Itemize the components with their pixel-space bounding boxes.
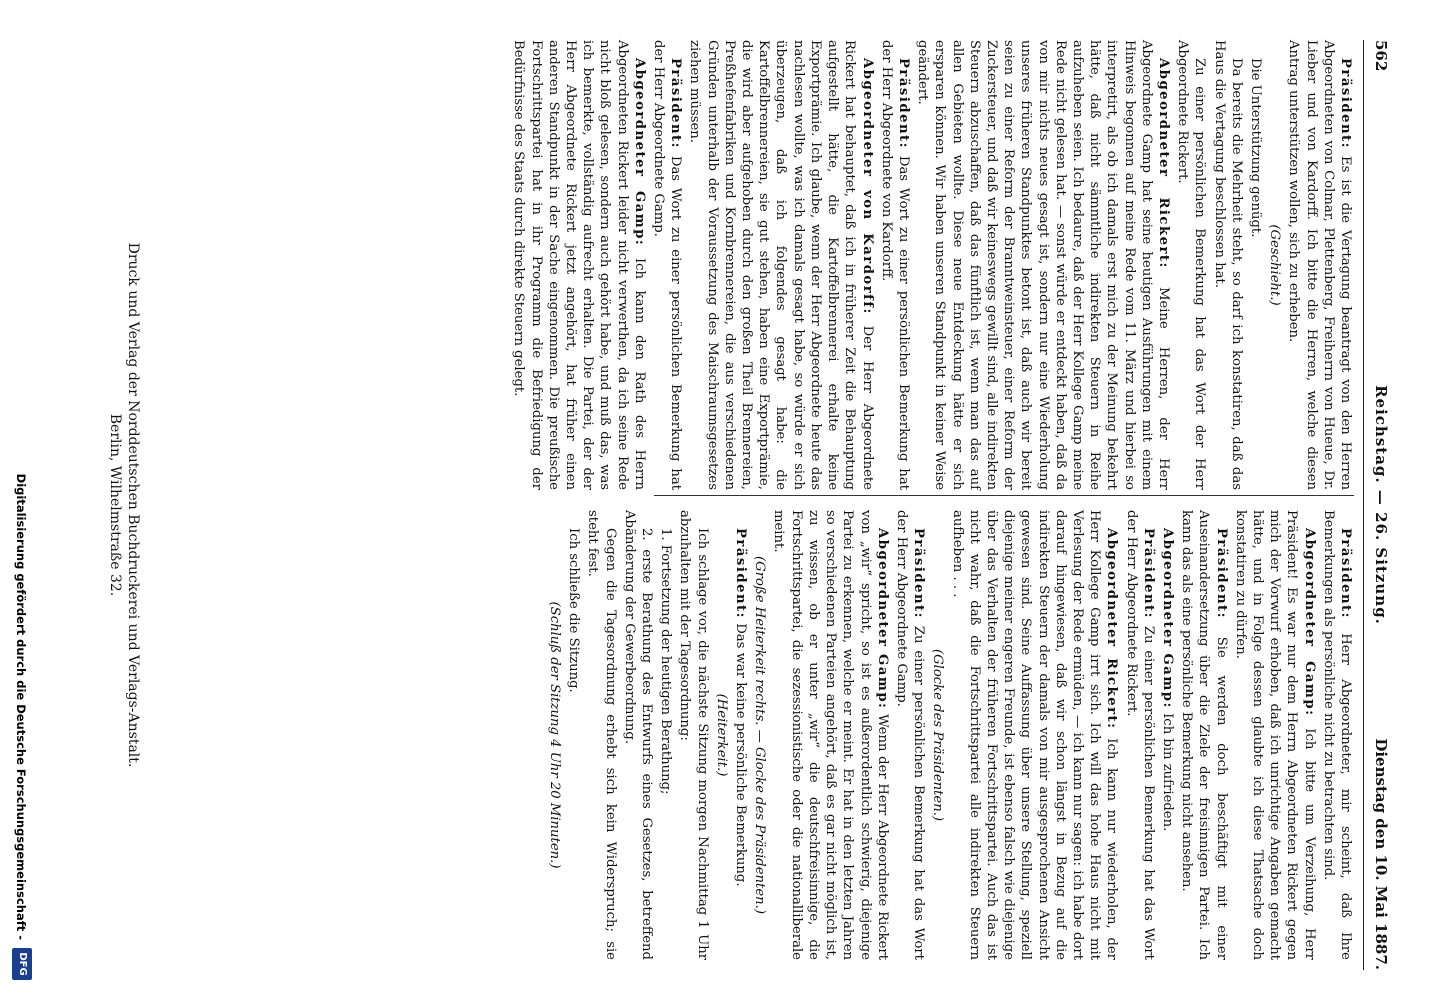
speech-paragraph xyxy=(686,40,875,490)
digitization-note: Digitalisierung gefördert durch die Deutsche Forschungsgemeinschaft - xyxy=(14,473,28,940)
stage-direction xyxy=(929,510,946,960)
text-paragraph: Gegen die Tagesordnung erhebt sich kein Widerspruch; sie steht fest. xyxy=(585,510,618,960)
speaker-name: Präsident: xyxy=(895,58,911,150)
imprint-line-1: Druck und Verlag der Norddeutschen Buchdruckerei und Verlags-Anstalt. xyxy=(125,242,141,768)
stage-direction xyxy=(751,510,768,960)
speech-paragraph xyxy=(1320,510,1354,960)
stage-direction-text: (Glocke des Präsidenten.) xyxy=(930,648,946,822)
text-paragraph: Da bereits die Mehrheit steht, so darf ich konstatiren, daß das Haus die Vertagung beschlossen hat. xyxy=(1211,40,1244,490)
text-paragraph: Ich schlage vor, die nächste Sitzung morgen Nachmittag 1 Uhr abzuhalten mit der Tagesordnung: xyxy=(677,510,710,960)
speaker-name: Abgeordneter von Kardorff: xyxy=(859,58,875,315)
speech-text: Ich kann den Rath des Herrn Abgeordneten Rickert leider nicht verwerthen, da ich seine Rede nicht bloß gelesen, sondern auch gehört habe, und muß das, was ich bemerkte, vollständig aufrecht erhalten. Die Partei, der der Herr Abgeordnete Rickert jetzt angehört, hat früher einen anderen Standpunkt in der Sache eingenommen. Die preußische Fortschrittspartei hat in ihr Programm die Befriedigung der Bedürfnisse des Staats durch direkte Steuern gelegt. xyxy=(511,40,647,490)
speaker-name: Abgeordneter Gamp: xyxy=(1301,528,1317,717)
speech-paragraph xyxy=(650,40,684,490)
speaker-name: Präsident: xyxy=(1338,58,1353,150)
speech-text: Zu einer persönlichen Bemerkung hat das Wort der Herr Abgeordnete Gamp. xyxy=(893,510,927,960)
speech-paragraph xyxy=(1232,510,1318,960)
speech-text: Zu einer persönlichen Bemerkung hat das Wort der Herr Abgeordnete Rickert. xyxy=(1123,510,1156,960)
speech-paragraph xyxy=(878,40,912,490)
speaker-name: Präsident: xyxy=(1140,528,1156,620)
left-column xyxy=(508,40,1354,490)
imprint-line-2: Berlin, Wilhelmstraße 32. xyxy=(107,413,123,597)
speech-text: Ich bin zufrieden. xyxy=(1159,713,1175,832)
page-number: 562 xyxy=(1372,40,1390,72)
stage-direction-text: (Schluß der Sitzung 4 Uhr 20 Minuten.) xyxy=(547,601,563,869)
right-column xyxy=(544,510,1354,960)
speech-paragraph xyxy=(1178,510,1230,960)
speaker-name: Präsident: xyxy=(1338,528,1353,620)
page-header xyxy=(1363,40,1392,970)
stage-direction xyxy=(1266,40,1283,490)
speech-text: Herr Abgeordneter, mir scheint, daß Ihre Bemerkungen als persönliche nicht zu betrachten sind. xyxy=(1320,510,1353,960)
speech-text: Meine Herren, der Herr Abgeordnete Gamp hat seine heutigen Ausführungen mit einem Hinweis begonnen auf meine Rede vom 11. März und hierbei so interpretirt, als ob ich damals erst mich zu der Meinung bekehrt hätte, daß nicht sämmtliche indirekten Steuern in Reihe aufzuheben seien. Ich bedaure, daß der Herr Kollege Gamp meine Rede nicht gelesen hat. — sonst würde er entdeckt haben, daß da von mir nichts neues gesagt ist, sondern nur eine Wiederholung unseres früheren Standpunktes betont ist, daß auch wir bereit seien zu einer Reform der Branntweinsteuer, einer Reform der Zuckersteuer, und daß wir keineswegs gewillt sind, alle indirekten Steuern abzuschaffen, daß das fünftlich ist, wenn man das auf allen Gebieten wollte. Diese neue Entdeckung hätte er sich ersparen können. Wir haben unseren Standpunkt in keiner Weise geändert. xyxy=(915,40,1171,490)
speech-text: Sie werden doch beschäftigt mit einer Auseinandersetzung über die Ziele der freisinnigen Partei. Ich kann das als eine persönliche Bemerkung nicht ansehen. xyxy=(1179,510,1229,960)
text-paragraph: Zu einer persönlichen Bemerkung hat das Wort der Herr Abgeordnete Rickert. xyxy=(1175,40,1208,490)
speaker-name: Abgeordneter Gamp: xyxy=(1159,528,1175,709)
speech-text: Wenn der Herr Abgeordnete Rickert von „wir“ spricht, so ist es außerordentlich schwierig, diejenige Partei zu erkennen, welche er meint. Er hat in den letzten Jahren so verschiedenen Parteien angehört, daß es gar nicht möglich ist, zu wissen, ob er unter „wir“ die deutschfreisinnige, die Fortschrittspartei, die sezessionistische oder die nationalliberale meint. xyxy=(771,510,890,961)
speech-paragraph xyxy=(510,40,648,490)
speech-text: Ich kann nur wiederholen, der Herr Kollege Gamp irrt sich. Ich will das hohe Haus nicht mit Verlesung der Rede ermüden, — ich kann nur sagen: ich habe dort darauf hingewiesen, daß wir schon längst in Bezug auf die indirekten Steuern der damals von mir ausgesprochenen Ansicht gewesen sind. Seine Auffassung über unsere Stellung, speziell diejenige meiner engeren Freunde, ist ebenso falsch wie diejenige über das Verhalten der früheren Fortschrittspartei. Auch das ist nicht wahr, daß die Fortschrittspartei alle indirekten Steuern aufheben . . . xyxy=(949,510,1120,960)
speech-paragraph xyxy=(770,510,890,960)
stage-direction xyxy=(546,510,563,960)
stage-direction-text: (Große Heiterkeit rechts. — Glocke des Präsidenten.) xyxy=(752,556,768,914)
speech-text: Das war keine persönliche Bemerkung. xyxy=(733,623,749,887)
speaker-name: Abgeordneter Gamp: xyxy=(874,528,890,710)
stage-direction-text: (Heiterkeit.) xyxy=(713,693,729,777)
speech-text: Ich bitte um Verzeihung, Herr Präsident! Es war nur dem Herrn Abgeordneten Rickert gegen mich der Vorwurf erhoben, daß ich unrichtige Angaben gemacht hätte, und in Folge dessen glaubte ich diese Thatsache doch konstatiren zu dürfen. xyxy=(1232,510,1317,960)
printer-imprint xyxy=(106,40,142,970)
speech-text: Das Wort zu einer persönlichen Bemerkung hat der Herr Abgeordnete Gamp. xyxy=(651,40,684,490)
column-divider xyxy=(654,495,1354,496)
speaker-name: Präsident: xyxy=(1213,528,1229,620)
speech-paragraph xyxy=(1285,40,1354,490)
speaker-name: Abgeordneter Rickert: xyxy=(1104,528,1120,730)
speech-paragraph xyxy=(914,40,1172,490)
speech-paragraph xyxy=(1159,510,1176,960)
speech-paragraph xyxy=(893,510,927,960)
speaker-name: Abgeordneter Rickert: xyxy=(1155,58,1171,269)
session-title: Reichstag. — 26. Sitzung. xyxy=(1372,385,1390,625)
speech-paragraph xyxy=(1122,510,1156,960)
text-paragraph: 2. erste Berathung des Entwurfs eines Gesetzes, betreffend Abänderung der Gewerbeordnung. xyxy=(621,510,655,960)
stage-direction-text: (Geschieht.) xyxy=(1267,224,1283,306)
stage-direction xyxy=(713,510,730,960)
speech-paragraph xyxy=(732,510,749,960)
speaker-name: Präsident: xyxy=(911,528,927,620)
speaker-name: Präsident: xyxy=(668,58,684,150)
text-paragraph: 1. Fortsetzung der heutigen Berathung; xyxy=(658,528,674,795)
speech-text: Das Wort zu einer persönlichen Bemerkung hat der Herr Abgeordnete von Kardorff. xyxy=(878,40,911,490)
session-date: Dienstag den 10. Mai 1887. xyxy=(1372,738,1390,970)
digitization-bar xyxy=(0,0,40,1000)
speaker-name: Präsident: xyxy=(733,528,749,620)
speech-text: Es ist die Vertagung beantragt von den Herren Abgeordneten von Colmar, Plettenberg, Freiherrn von Hueue, Dr. Lieber und von Kardorff. Ich bitte die Herren, welche diesen Antrag unterstützen wollen, sich zu erheben. xyxy=(1286,40,1353,490)
text-paragraph: Die Unterstützung genügt. xyxy=(1247,58,1263,238)
speech-paragraph xyxy=(948,510,1120,960)
text-paragraph: Ich schließe die Sitzung. xyxy=(566,528,582,693)
dfg-logo-icon: DFG xyxy=(12,948,32,980)
speaker-name: Abgeordneter Gamp: xyxy=(631,58,647,247)
speech-text: Der Herr Abgeordnete Rickert hat behauptet, daß ich in früherer Zeit die Behauptung aufgestellt hätte, die Kartoffelbrennerei erhalte keine Exportprämie. Ich glaube, wenn der Herr Abgeordnete heute das nachlesen wollte, was ich damals gesagt habe, so würde er sich überzeugen, daß ich folgendes gesagt habe: die Kartoffelbrennereien, sie gut stehen, haben eine Exportprämie, die wird aber aufgehoben durch den großen Theil Brennereien, Preßhefenfabriken und Kornbrennereien, die aus verschiedenen Gründen unterhalb der Voraussetzung des Maischraumsgesetzes ziehen müssen. xyxy=(687,40,875,490)
